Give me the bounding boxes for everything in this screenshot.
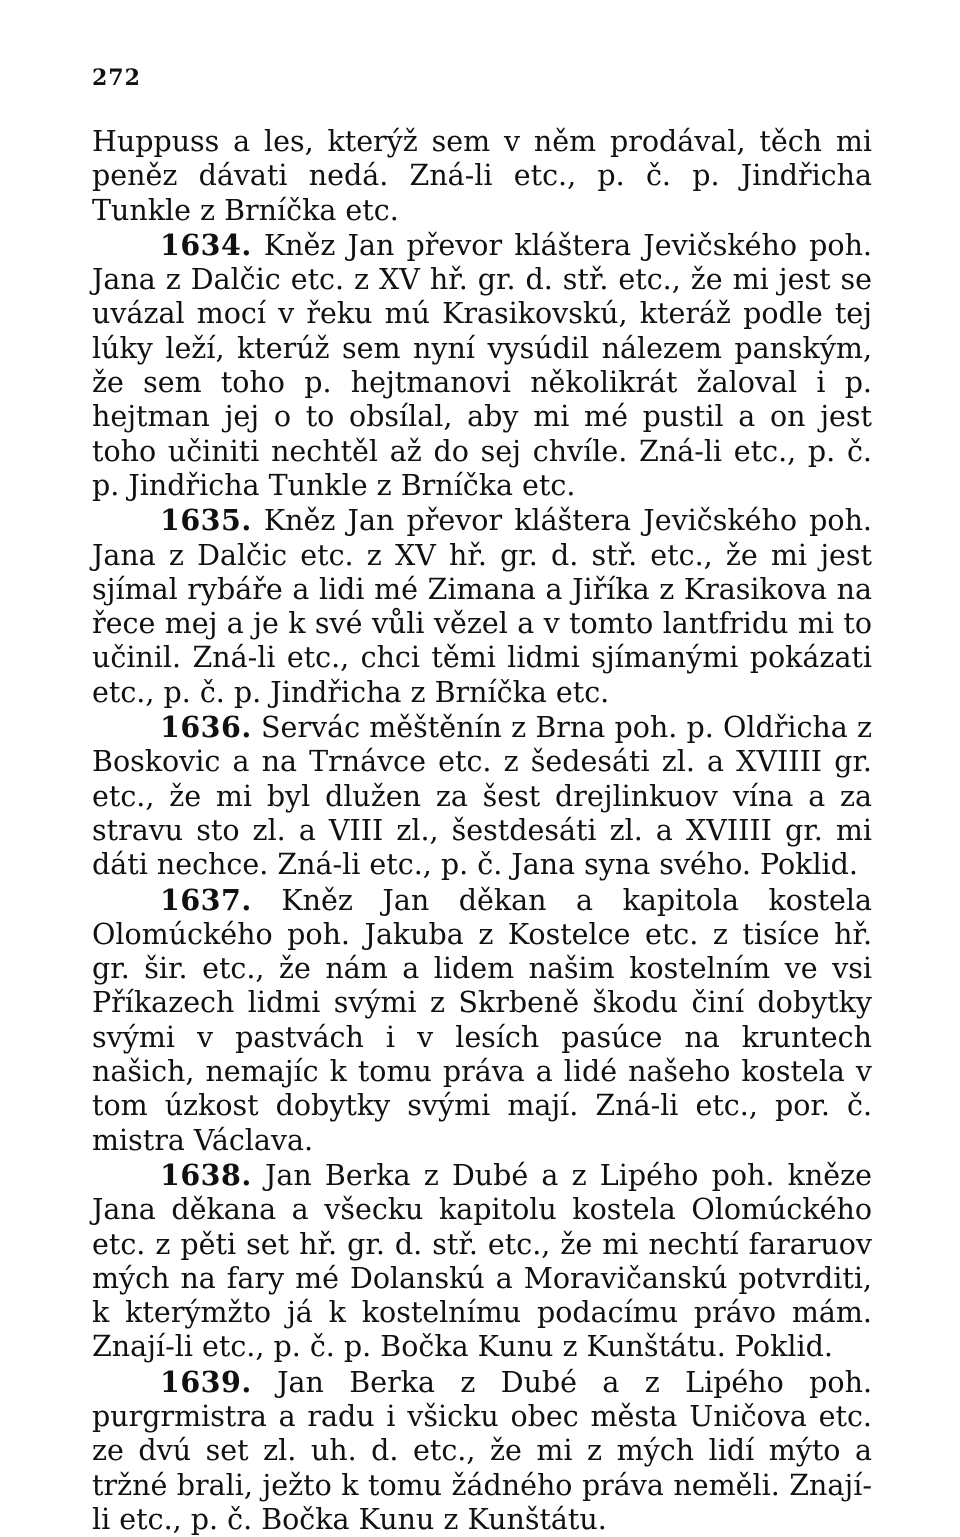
entry-number: 1635. — [160, 503, 252, 538]
entry-number: 1639. — [160, 1364, 252, 1399]
entry-1636 — [92, 710, 872, 882]
text-body — [92, 125, 872, 1537]
paragraph-continuation — [92, 125, 872, 228]
entry-number: 1636. — [160, 710, 252, 745]
entry-text: Jan Berka z Dubé a z Lipého poh. purgrmistra a radu i všicku obec města Uničova etc. ze dvú set zl. uh. d. etc., že mi z mých lidí mýto a tržné brali, ježto k tomu žádného práva neměli. Znají-li etc., p. č. Bočka Kunu z Kunštátu. — [92, 1365, 872, 1536]
entry-1637 — [92, 883, 872, 1158]
entry-number: 1638. — [160, 1157, 252, 1192]
entry-1639 — [92, 1365, 872, 1537]
entry-1635 — [92, 503, 872, 710]
page-number: 272 — [92, 65, 141, 91]
entry-text: Servác měštěnín z Brna poh. p. Oldřicha z Boskovic a na Trnávce etc. z šedesáti zl. a XVIIII gr. etc., že mi byl dlužen za šest drejlinkuov vína a za stravu sto zl. a VIII zl., šestdesáti zl. a XVIIII gr. mi dáti nechce. Zná-li etc., p. č. Jana syna svého. Poklid. — [92, 711, 873, 882]
entry-text: Kněz Jan děkan a kapitola kostela Olomúckého poh. Jakuba z Kostelce etc. z tisíce hř. gr. šir. etc., že nám a lidem našim kostelním ve vsi Příkazech lidmi svými z Skrbeně škodu činí dobytky svými v pastvách i v lesích pasúce na kruntech našich, nemajíc k tomu práva a lidé našeho kostela v tom úzkost dobytky svými mají. Zná-li etc., por. č. mistra Václava. — [92, 883, 872, 1157]
entry-text: Kněz Jan převor kláštera Jevičského poh. Jana z Dalčic etc. z XV hř. gr. d. stř. etc., že mi jest sjímal rybáře a lidi mé Zimana a Jiříka z Krasikova na řece mej a je k své vůli vězel a v tomto lantfridu mi to učinil. Zná-li etc., chci těmi lidmi sjímanými pokázati etc., p. č. p. Jindřicha z Brníčka etc. — [92, 504, 872, 709]
entry-text: Jan Berka z Dubé a z Lipého poh. kněze Jana děkana a všecku kapitolu kostela Olomúckého etc. z pěti set hř. gr. d. stř. etc., že mi nechtí fararuov mých na fary mé Dolanskú a Moravičanskú potvrditi, k kterýmžto já k kostelnímu podacímu právo mám. Znají-li etc., p. č. p. Bočka Kunu z Kunštátu. Poklid. — [92, 1158, 873, 1364]
entry-1638 — [92, 1158, 872, 1365]
paragraph-text: Huppuss a les, kterýž sem v něm prodával, těch mi peněz dávati nedá. Zná-li etc., p. č. p. Jindřicha Tunkle z Brníčka etc. — [92, 125, 872, 227]
entry-1634 — [92, 228, 872, 503]
entry-number: 1637. — [160, 882, 252, 917]
entry-number: 1634. — [160, 227, 252, 262]
entry-text: Kněz Jan převor kláštera Jevičského poh. Jana z Dalčic etc. z XV hř. gr. d. stř. etc., že mi jest se uvázal mocí v řeku mú Krasikovskú, kteráž podle tej lúky leží, kterúž sem nyní vysúdil nálezem panským, že sem toho p. hejtmanovi několikrát žaloval i p. hejtman jej o to obsílal, aby mi mé pustil a on jest toho učiniti nechtěl až do sej chvíle. Zná-li etc., p. č. p. Jindřicha Tunkle z Brníčka etc. — [92, 228, 872, 502]
